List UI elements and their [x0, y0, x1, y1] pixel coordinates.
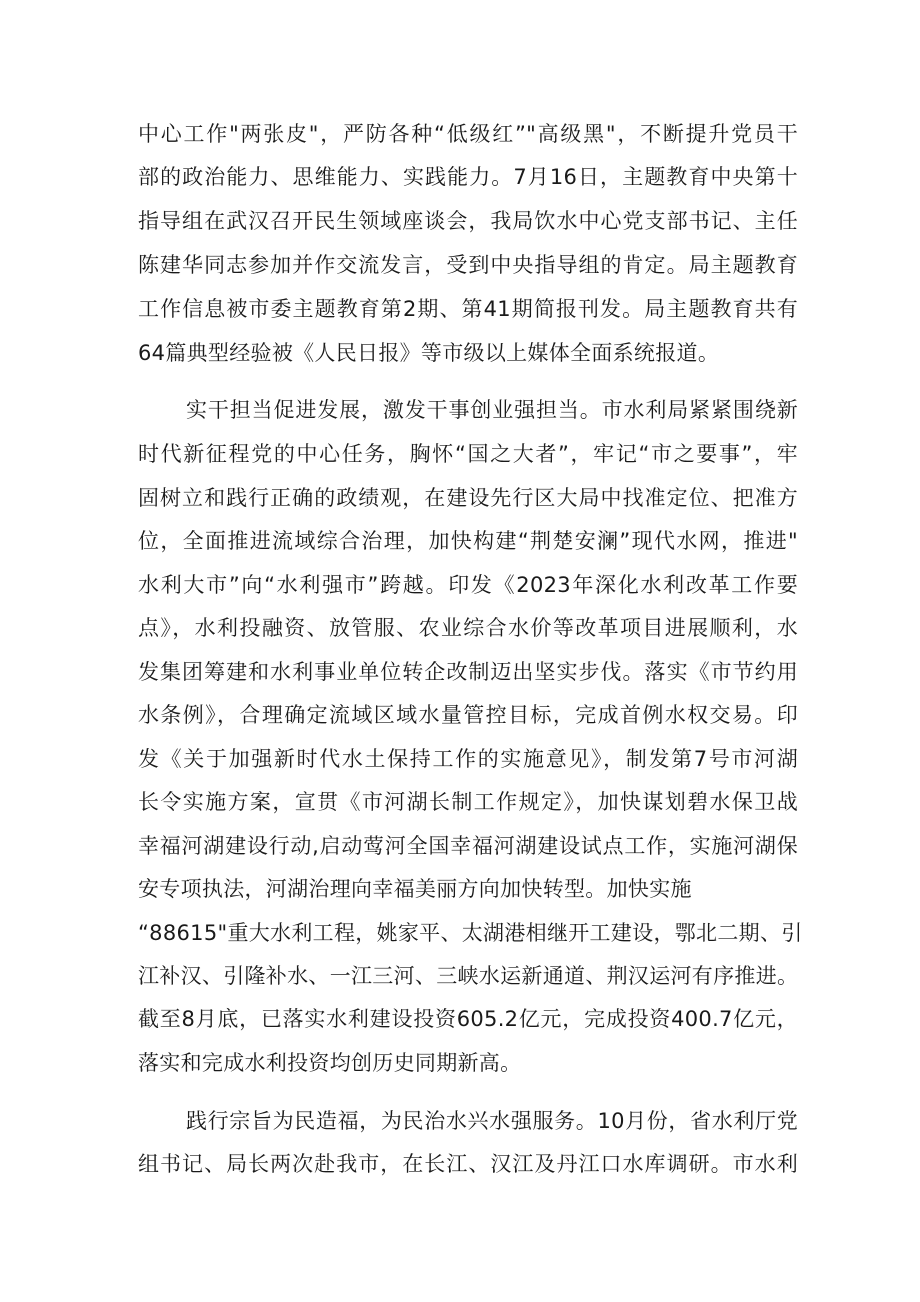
paragraph-2-line-13: “88615"重大水利工程，姚家平、太湖港相继开工建设，鄂北二期、引	[138, 921, 803, 945]
paragraph-2-line-16: 落实和完成水利投资均创历史同期新高。	[138, 1051, 522, 1075]
paragraph-1-line-5: 工作信息被市委主题教育第2期、第41期简报刊发。局主题教育共有	[138, 297, 798, 321]
paragraph-2-line-3: 固树立和践行正确的政绩观，在建设先行区大局中找准定位、把准方	[138, 486, 798, 510]
paragraph-2-line-8: 水条例》，合理确定流域区域水量管控目标，完成首例水权交易。印	[138, 703, 798, 727]
paragraph-1-line-6: 64篇典型经验被《人民日报》等市级以上媒体全面系统报道。	[138, 341, 720, 365]
paragraph-2-line-9: 发《关于加强新时代水土保持工作的实施意见》，制发第7号市河湖	[138, 747, 798, 771]
paragraph-1-line-3: 指导组在武汉召开民生领域座谈会，我局饮水中心党支部书记、主任	[138, 209, 798, 233]
paragraph-1-line-1: 中心工作"两张皮"，严防各种“低级红”"高级黑"，不断提升党员干	[138, 122, 798, 146]
paragraph-2-line-10: 长令实施方案，宣贯《市河湖长制工作规定》，加快谋划碧水保卫战	[138, 790, 798, 814]
paragraph-3-line-2: 组书记、局长两次赴我市，在长江、汉江及丹江口水库调研。市水利	[138, 1152, 798, 1176]
paragraph-2-line-1: 实干担当促进发展，激发干事创业强担当。市水利局紧紧围绕新	[186, 398, 798, 422]
paragraph-2-line-12: 安专项执法，河湖治理向幸福美丽方向加快转型。加快实施	[138, 877, 692, 901]
paragraph-2-line-5: 水利大市”向“水利强市”跨越。印发《2023年深化水利改革工作要	[138, 573, 798, 597]
paragraph-2-line-7: 发集团筹建和水利事业单位转企改制迈出坚实步伐。落实《市节约用	[138, 660, 798, 684]
paragraph-2-line-2: 时代新征程党的中心任务，胸怀“国之大者”，牢记“市之要事”，牢	[138, 442, 798, 466]
paragraph-1-line-4: 陈建华同志参加并作交流发言，受到中央指导组的肯定。局主题教育	[138, 253, 798, 277]
paragraph-2-line-4: 位，全面推进流域综合治理，加快构建“荆楚安澜”现代水网，推进"	[138, 529, 798, 553]
paragraph-2-line-11: 幸福河湖建设行动,启动莺河全国幸福河湖建设试点工作，实施河湖保	[138, 834, 798, 858]
paragraph-1-line-2: 部的政治能力、思维能力、实践能力。7月16日，主题教育中央第十	[138, 165, 798, 189]
paragraph-2-line-14: 江补汉、引隆补水、一江三河、三峡水运新通道、荆汉运河有序推进。	[138, 964, 799, 988]
paragraph-3-line-1: 践行宗旨为民造福，为民治水兴水强服务。10月份，省水利厅党	[186, 1109, 798, 1133]
paragraph-2-line-15: 截至8月底，已落实水利建设投资605.2亿元，完成投资400.7亿元，	[138, 1007, 798, 1031]
paragraph-2-line-6: 点》，水利投融资、放管服、农业综合水价等改革项目进展顺利，水	[138, 616, 798, 640]
